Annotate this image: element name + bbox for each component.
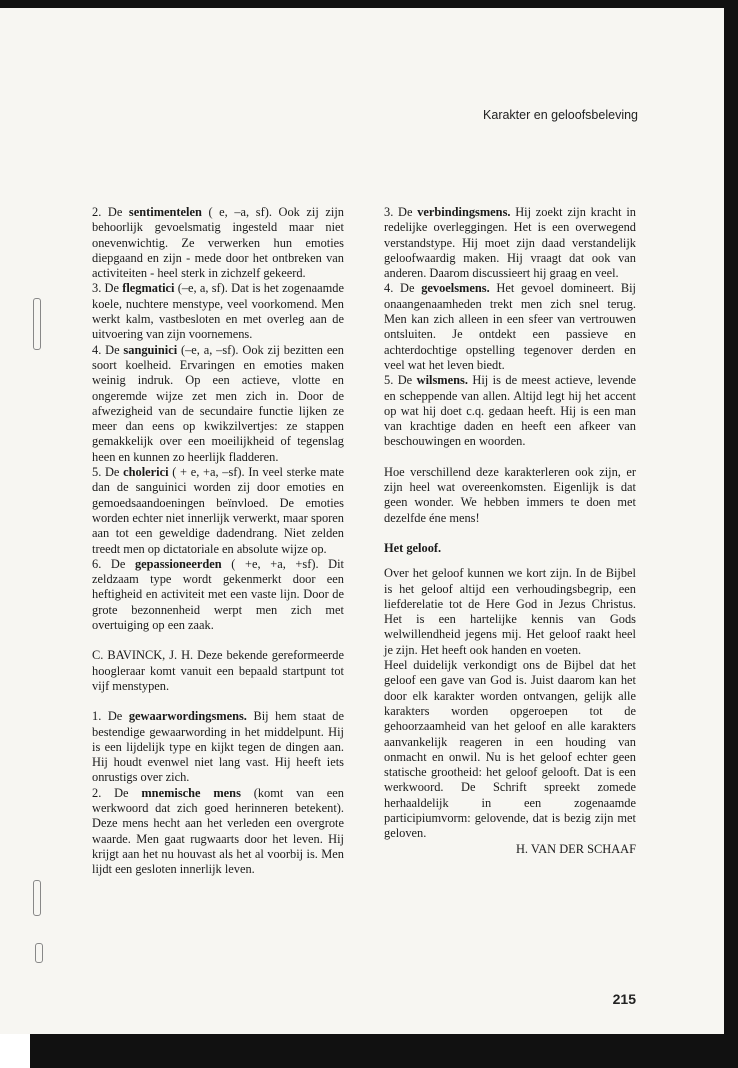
running-header: Karakter en geloofsbeleving <box>483 108 638 122</box>
bavinck-item-verbindingsmens: 3. De verbindingsmens. Hij zoekt zijn kracht in redelijke overleggingen. Het is een overwegend verstandstype. Hij moet zijn daad verstandelijk geloofwaardig maken. Hij vraagt dat ook van anderen. Daarom discussieert hij graag en veel. <box>384 205 636 281</box>
page <box>0 8 724 1034</box>
scan-border-bottom <box>30 1034 738 1068</box>
type-item-gepassioneerden: 6. De gepassioneerden ( +e, +a, +sf). Dit zeldzaam type wordt gekenmerkt door een heftigheid en activiteit met een vaste lijn. Door de grote bezonnenheid werpt men zich met overtuiging op een zaak. <box>92 556 345 633</box>
type-item-flegmatici: 3. De flegmatici (–e, a, sf). Dat is het zogenaamde koele, nuchtere menstype, veel voorkomend. Men werkt kalm, vastbesloten en met overleg aan de uitvoering van zijn voornemens. <box>92 281 344 342</box>
geloof-paragraph-2: Heel duidelijk verkondigt ons de Bijbel dat het geloof een gave van God is. Juist daarom kan het door elk karakter worden ontvangen, gelijk alle karakters worden opgeroepen tot de gehoorzaamheid van het geloof en alle karakters aanvankelijk reageren in een houding van onmacht en onwil. Nu is het geloof echter geen statische grootheid: het geloof gelooft. Dat is een werkwoord. De Schrift spreekt zomede herhaaldelijk in een zogenaamde participiumvorm: gelovende, dat is bezig zijn met geloven. <box>384 658 636 841</box>
author-signature: H. VAN DER SCHAAF <box>515 841 636 856</box>
section-heading: Het geloof. <box>384 540 442 555</box>
page-number: 215 <box>612 991 636 1007</box>
bavinck-item-gewaarwordingsmens: 1. De gewaarwordingsmens. Bij hem staat de bestendige gewaarwording in het middelpunt. Hij is een lijdelijk type en kijkt tegen de dingen aan. Hij houdt evenwel niet lang vast. Hij heeft iets onrustigs over zich. <box>92 709 344 785</box>
bavinck-item-mnemische-mens: 2. De mnemische mens (komt van een werkwoord dat zich goed herinneren betekent). Deze mens hecht aan het verleden een overgrote waarde. Men gaat rugwaarts door het leven. Hij krijgt aan het nu houvast als het al voorbij is. Men lijdt een gesloten innerlijk leven. <box>92 785 344 877</box>
scan-border-right <box>724 0 738 1068</box>
margin-mark <box>35 943 43 963</box>
bavinck-item-wilsmens: 5. De wilsmens. Hij is de meest actieve, levende en scheppende van allen. Altijd legt hij het accent op wat hij doet c.q. gedaan heeft. Hij is een man van krachtige daden en heeft een afkeer van beschouwingen en woorden. <box>384 373 637 449</box>
type-item-sanguinici: 4. De sanguinici (–e, a, –sf). Ook zij bezitten een soort koelheid. Ervaringen en emoties maken weinig indruk. Op een actieve, vlotte en ongeremde wijze zet men zich in. Door de afwezigheid van de secundaire functie lijken ze meer dan eens op kwikzilvertjes: ze stappen gemakkelijk over een moeilijkheid of tegenslag heen en kunnen zo heerlijk fladderen. <box>92 342 345 464</box>
scan-border-top <box>0 0 738 8</box>
right-column <box>384 205 636 857</box>
type-item-cholerici: 5. De cholerici ( + e, +a, –sf). In veel sterke mate dan de sanguinici worden zij door emoties en gemoedsaandoeningen beïnvloed. De emoties worden echter niet innerlijk verwerkt, maar sporen aan tot een geweldige dadendrang. Niet zelden treedt men op dictatoriale en absolute wijze op. <box>92 465 345 556</box>
geloof-paragraph-1: Over het geloof kunnen we kort zijn. In de Bijbel is het geloof altijd een verhoudingsbegrip, een liefderelatie tot de Here God in Jezus Christus. Het is een hartelijke kennis van Gods welwillendheid jegens mij. Het geloof raakt heel je zijn. Het heeft ook handen en voeten. <box>384 566 636 657</box>
margin-mark <box>33 298 41 350</box>
margin-mark <box>33 880 41 916</box>
conclusion-paragraph: Hoe verschillend deze karakterleren ook zijn, er zijn heel wat overeenkomsten. Eigenlijk is dat geen wonder. We hebben immers te doen met dezelfde éne mens! <box>384 464 636 525</box>
left-column <box>92 205 344 877</box>
bavinck-item-gevoelsmens: 4. De gevoelsmens. Het gevoel domineert. Bij onaangenaamheden trekt men zich snel terug. Men kan zich alleen in een sfeer van vertrouwen ontsluiten. Je ontdekt een passieve en achterdochtige opstelling tegenover derden en veel wat het leven biedt. <box>384 281 636 372</box>
bavinck-intro: C. BAVINCK, J. H. Deze bekende gereformeerde hoogleraar komt vanuit een bepaald startpunt tot vijf menstypen. <box>92 648 344 693</box>
type-item-sentimentelen: 2. De sentimentelen ( e, –a, sf). Ook zij zijn behoorlijk gevoelsmatig ingesteld maar niet onevenwichtig. Ze verwerken hun emoties diepgaand en zijn - mede door het ontbreken van activiteiten - heel sterk in zichzelf gekeerd. <box>92 205 344 281</box>
